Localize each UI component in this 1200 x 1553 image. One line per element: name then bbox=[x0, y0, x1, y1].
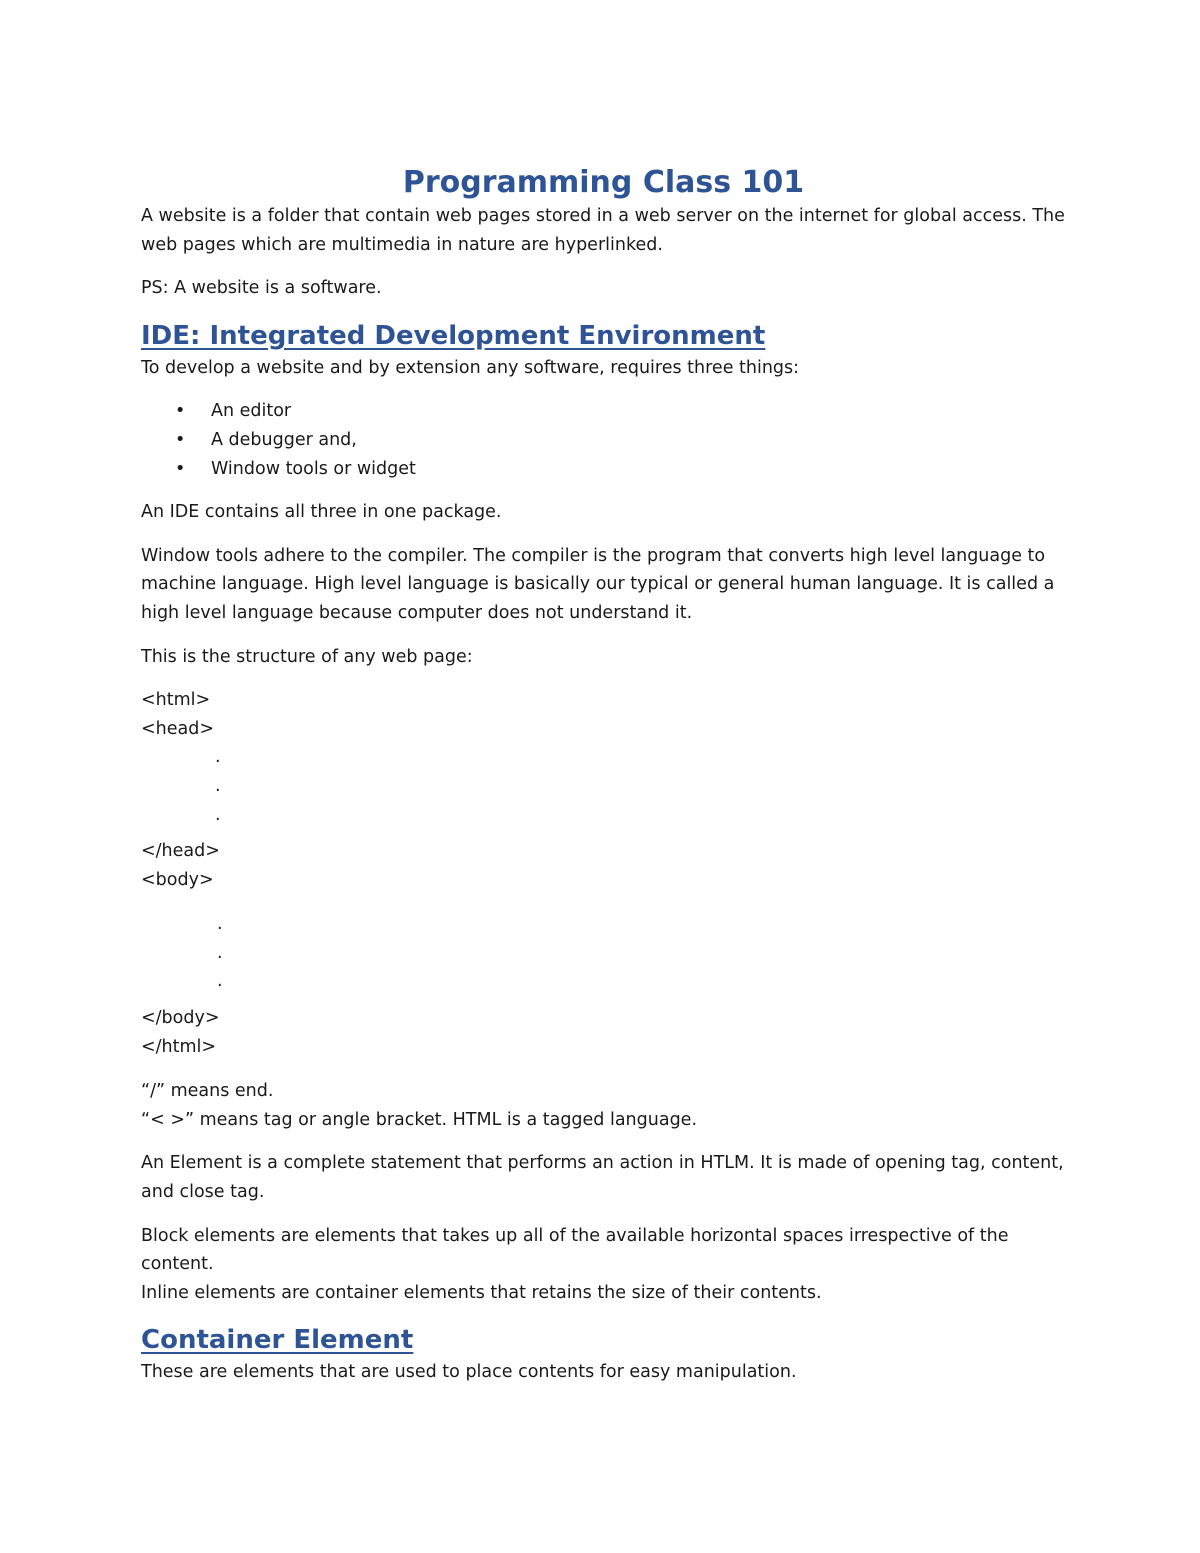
list-item: • Window tools or widget bbox=[141, 455, 1066, 484]
code-line-html-close: </html> bbox=[141, 1036, 217, 1057]
page-title: Programming Class 101 bbox=[402, 165, 805, 200]
list-item: • A debugger and, bbox=[141, 426, 1066, 455]
requirements-list bbox=[141, 397, 1066, 483]
block-elements-paragraph: Block elements are elements that takes up all of the available horizontal spaces irrespective of the content. bbox=[141, 1225, 1009, 1275]
bullet-icon: • bbox=[175, 429, 186, 450]
code-line-html-open: <html> bbox=[141, 690, 211, 711]
ide-lead-paragraph: To develop a website and by extension any software, requires three things: bbox=[141, 357, 800, 378]
code-ellipsis-dot: . bbox=[215, 804, 221, 825]
intro-paragraph: A website is a folder that contain web pages stored in a web server on the internet for global access. The web pages which are multimedia in nature are hyperlinked. bbox=[141, 206, 1065, 255]
tag-note: “< >” means tag or angle bracket. HTML is a tagged language. bbox=[141, 1109, 698, 1130]
element-paragraph: An Element is a complete statement that performs an action in HTLM. It is made of opening tag, content, and close tag. bbox=[141, 1153, 1064, 1203]
html-structure-code bbox=[141, 686, 1066, 1061]
structure-intro: This is the structure of any web page: bbox=[141, 646, 473, 667]
compiler-paragraph: Window tools adhere to the compiler. The compiler is the program that converts high level language to machine language. High level language is basically our typical or general human language. It is called a high level language because computer does not understand it. bbox=[141, 545, 1055, 623]
code-line-head-open: <head> bbox=[141, 718, 215, 739]
slash-note: “/” means end. bbox=[141, 1081, 274, 1102]
inline-elements-paragraph: Inline elements are container elements that retains the size of their contents. bbox=[141, 1282, 822, 1303]
code-ellipsis-dot: . bbox=[215, 775, 221, 796]
code-ellipsis-dot: . bbox=[217, 942, 223, 963]
document-body bbox=[141, 164, 1066, 1402]
code-ellipsis-dot: . bbox=[217, 971, 223, 992]
code-line-body-close: </body> bbox=[141, 1008, 220, 1029]
bullet-icon: • bbox=[175, 458, 186, 479]
bullet-icon: • bbox=[175, 401, 186, 422]
section-heading-ide: IDE: Integrated Development Environment bbox=[141, 320, 766, 351]
section-heading-container: Container Element bbox=[141, 1325, 414, 1356]
list-item: • An editor bbox=[141, 397, 1066, 426]
code-line-body-open: <body> bbox=[141, 869, 214, 890]
ide-note: An IDE contains all three in one package. bbox=[141, 502, 502, 523]
ps-note: PS: A website is a software. bbox=[141, 278, 382, 299]
code-line-head-close: </head> bbox=[141, 841, 220, 862]
code-ellipsis-dot: . bbox=[217, 914, 223, 935]
code-ellipsis-dot: . bbox=[215, 747, 221, 768]
container-paragraph: These are elements that are used to place contents for easy manipulation. bbox=[141, 1362, 797, 1383]
